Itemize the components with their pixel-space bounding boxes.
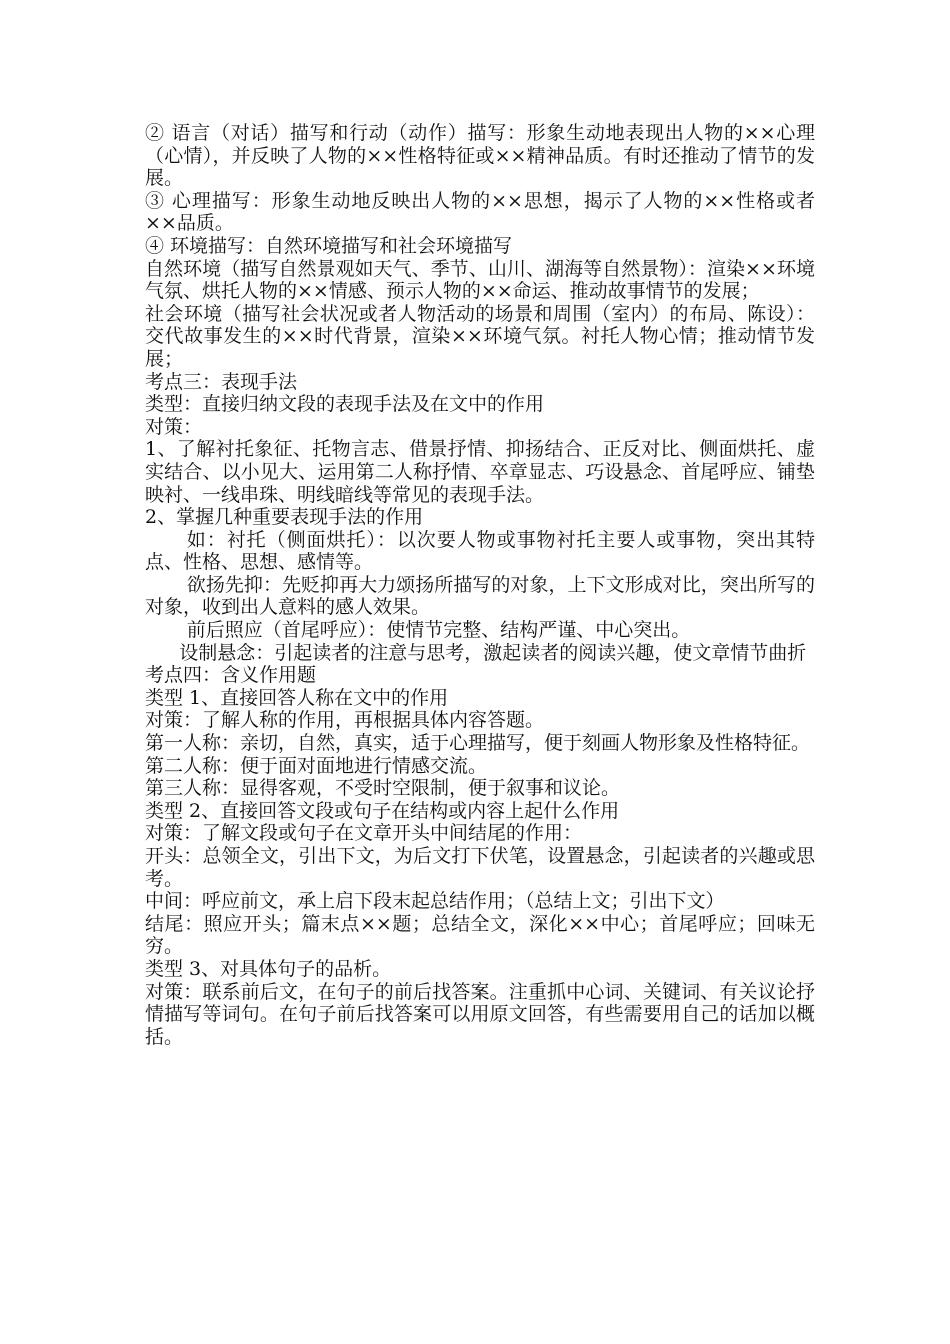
paragraph-ending: 结尾：照应开头；篇末点××题；总结全文，深化××中心；首尾呼应；回味无穷。 [145,912,815,958]
paragraph-type-technique: 类型：直接归纳文段的表现手法及在文中的作用 [145,393,545,416]
paragraph-strategy-sentence: 对策：联系前后文，在句子的前后找答案。注重抓中心词、关键词、有关议论抒情描写等词句。在句子前后找答案可以用原文回答，有些需要用自己的话加以概括。 [145,980,815,1048]
paragraph-social-environment: 社会环境（描写社会状况或者人物活动的场景和周围（室内）的布局、陈设）：交代故事发生的××时代背景，渲染××环境气氛。衬托人物心情；推动情节发展； [145,302,815,370]
paragraph-first-person: 第一人称：亲切，自然，真实，适于心理描写，便于刻画人物形象及性格特征。 [145,732,811,755]
paragraph-beginning: 开头：总领全文，引出下文，为后文打下伏笔，设置悬念，引起读者的兴趣或思考。 [145,845,815,890]
paragraph-middle: 中间：呼应前文，承上启下段末起总结作用；（总结上文；引出下文） [145,890,725,913]
paragraph-type-three: 类型 3、对具体句子的品析。 [145,957,392,980]
paragraph-suppress-praise: 欲扬先抑：先贬抑再大力颂扬所描写的对象，上下文形成对比，突出所写的对象，收到出人意料的感人效果。 [145,573,815,619]
paragraph-third-person: 第三人称：显得客观，不受时空限制，便于叙事和议论。 [145,777,621,800]
paragraph-natural-environment: 自然环境（描写自然景观如天气、季节、山川、湖海等自然景物）：渲染××环境气氛、烘托人物的××情感、预示人物的××命运、推动故事情节的发展； [145,257,815,303]
paragraph-dialogue-action: ② 语言（对话）描写和行动（动作）描写：形象生动地表现出人物的××心理（心情），并反映了人物的××性格特征或××精神品质。有时还推动了情节的发展。 [145,122,815,190]
paragraph-suspense: 设制悬念：引起读者的注意与思考，激起读者的阅读兴趣，使文章情节曲折 [179,641,807,664]
paragraph-strategy-person: 对策：了解人称的作用，再根据具体内容答题。 [145,709,545,732]
paragraph-second-person: 第二人称：便于面对面地进行情感交流。 [145,754,488,777]
paragraph-psychology: ③ 心理描写：形象生动地反映出人物的××思想，揭示了人物的××性格或者××品质。 [145,189,815,235]
paragraph-type-two: 类型 2、直接回答文段或句子在结构或内容上起什么作用 [145,799,620,822]
paragraph-environment: ④ 环境描写：自然环境描写和社会环境描写 [145,234,513,257]
paragraph-strategy-structure: 对策：了解文段或句子在文章开头中间结尾的作用： [145,822,583,845]
paragraph-technique-effects: 2、掌握几种重要表现手法的作用 [145,506,424,529]
paragraph-echo: 前后照应（首尾呼应）：使情节完整、结构严谨、中心突出。 [186,619,691,642]
paragraph-type-one: 类型 1、直接回答人称在文中的作用 [145,686,449,709]
paragraph-technique-list: 1、了解衬托象征、托物言志、借景抒情、抑扬结合、正反对比、侧面烘托、虚实结合、以小见大、运用第二人称抒情、卒章显志、巧设悬念、首尾呼应、铺垫映衬、一线串珠、明线暗线等常见的表现手法。 [145,438,815,506]
document-body [145,122,815,1048]
paragraph-contrast: 如：衬托（侧面烘托）：以次要人物或事物衬托主要人或事物，突出其特点、性格、思想、感情等。 [145,528,815,574]
heading-point-three: 考点三：表现手法 [145,370,298,393]
heading-point-four: 考点四：含义作用题 [145,664,317,687]
paragraph-strategy-label: 对策： [145,415,203,438]
